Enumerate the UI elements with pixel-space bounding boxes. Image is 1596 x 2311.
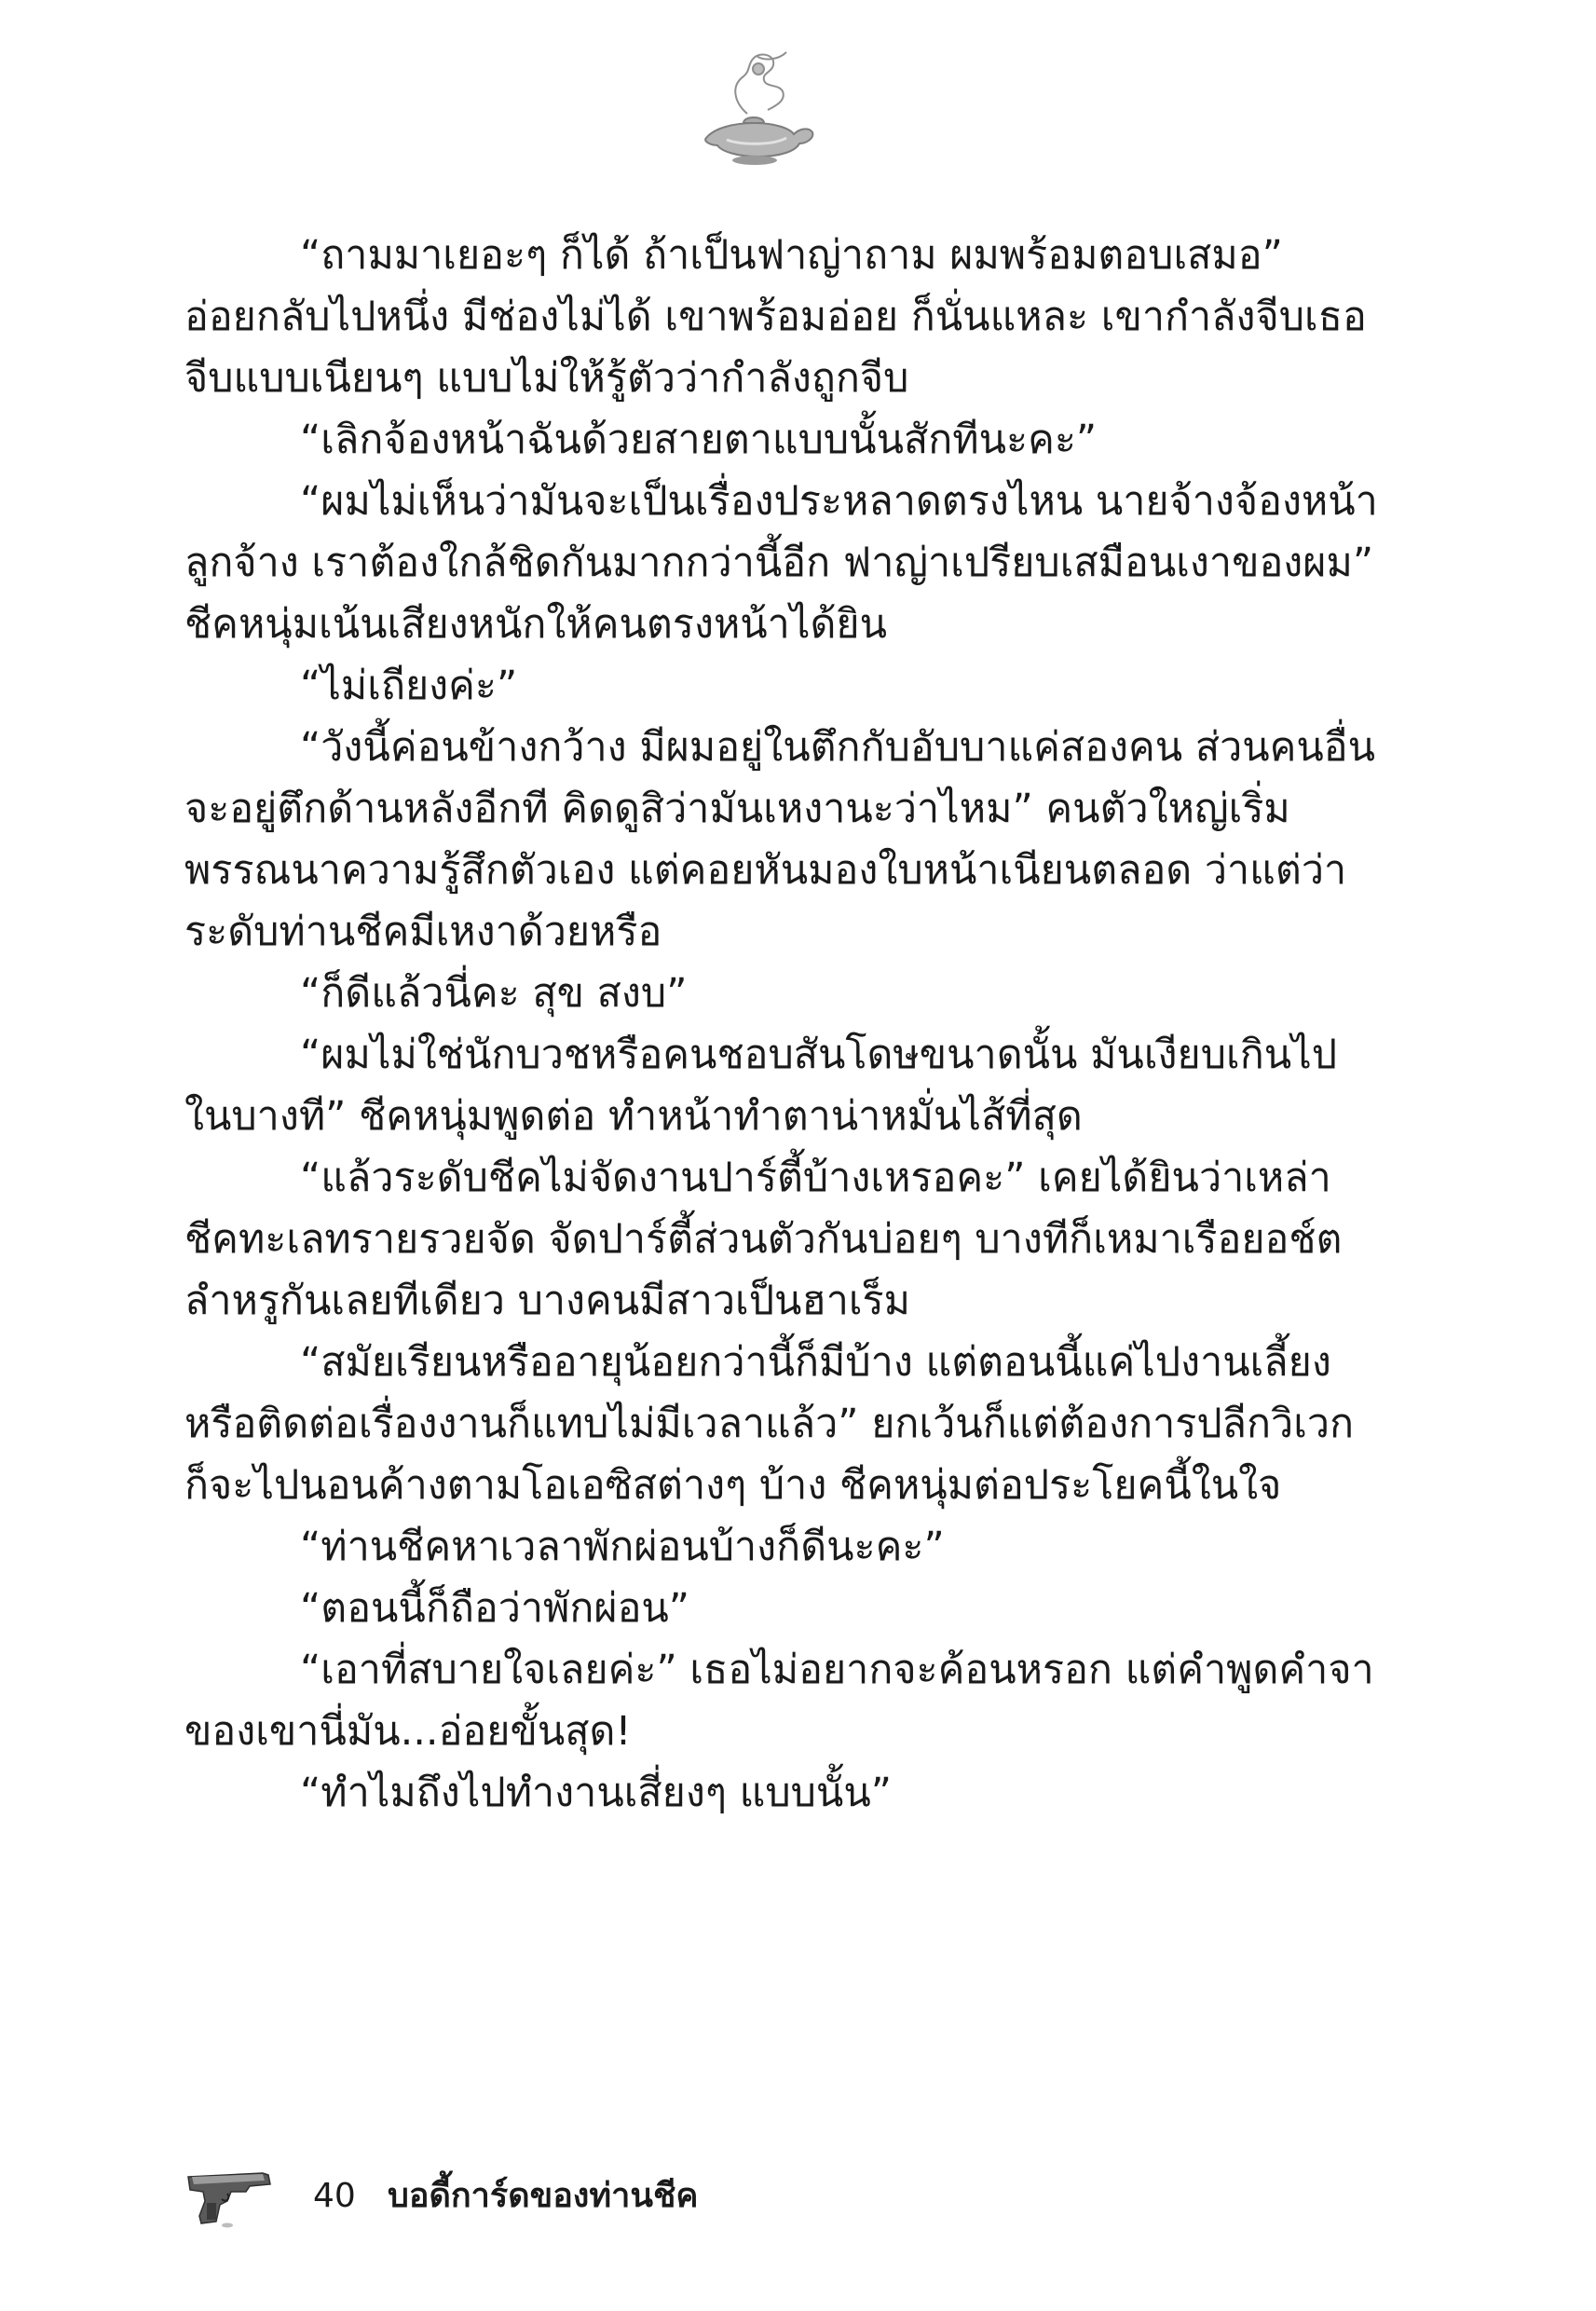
page-footer bbox=[184, 2164, 930, 2229]
text-line: ในบางที” ชีคหนุ่มพูดต่อ ทำหน้าทำตาน่าหมั่นไส้ที่สุด bbox=[184, 1093, 1083, 1140]
text-line: จีบแบบเนียนๆ แบบไม่ให้รู้ตัวว่ากำลังถูกจีบ bbox=[184, 355, 909, 402]
text-line: ลำหรูกันเลยทีเดียว บางคนมีสาวเป็นฮาเร็ม bbox=[184, 1278, 910, 1324]
text-line: ลูกจ้าง เราต้องใกล้ชิดกันมากกว่านี้อีก ฟาญ่าเปรียบเสมือนเงาของผม” bbox=[184, 540, 1374, 586]
text-line: ก็จะไปนอนค้างตามโอเอซิสต่างๆ บ้าง ชีคหนุ่มต่อประโยคนี้ในใจ bbox=[184, 1462, 1282, 1509]
text-line: พรรณนาความรู้สึกตัวเอง แต่คอยหันมองใบหน้าเนียนตลอด ว่าแต่ว่า bbox=[184, 847, 1347, 894]
text-line: ของเขานี่มัน...อ่อยขั้นสุด! bbox=[184, 1708, 632, 1755]
text-line: “ก็ดีแล้วนี่คะ สุข สงบ” bbox=[300, 970, 688, 1017]
text-line: “เลิกจ้องหน้าฉันด้วยสายตาแบบนั้นสักทีนะคะ” bbox=[300, 417, 1098, 463]
text-line: หรือติดต่อเรื่องงานก็แทบไม่มีเวลาแล้ว” ยกเว้นก็แต่ต้องการปลีกวิเวก bbox=[184, 1401, 1355, 1447]
text-line: “ทำไมถึงไปทำงานเสี่ยงๆ แบบนั้น” bbox=[300, 1770, 892, 1816]
text-line: “สมัยเรียนหรืออายุน้อยกว่านี้ก็มีบ้าง แต่ตอนนี้แค่ไปงานเลี้ยง bbox=[300, 1339, 1331, 1386]
page-number: 40 bbox=[313, 2177, 356, 2215]
text-line: “ผมไม่ใช่นักบวชหรือคนชอบสันโดษขนาดนั้น มันเงียบเกินไป bbox=[300, 1032, 1338, 1078]
text-line: ชีคทะเลทรายรวยจัด จัดปาร์ตี้ส่วนตัวกันบ่อยๆ บางทีก็เหมาเรือยอช์ต bbox=[184, 1216, 1343, 1263]
lamp-genie-icon bbox=[689, 48, 820, 170]
text-line: “ถามมาเยอะๆ ก็ได้ ถ้าเป็นฟาญ่าถาม ผมพร้อมตอบเสมอ” bbox=[300, 232, 1283, 279]
text-line: “แล้วระดับชีคไม่จัดงานปาร์ตี้บ้างเหรอคะ” เคยได้ยินว่าเหล่า bbox=[300, 1155, 1331, 1201]
text-line: อ่อยกลับไปหนึ่ง มีช่องไม่ได้ เขาพร้อมอ่อย ก็นั่นแหละ เขากำลังจีบเธอ bbox=[184, 294, 1367, 340]
book-title: บอดี้การ์ดของท่านชีค bbox=[388, 2177, 699, 2215]
text-line: “ตอนนี้ก็ถือว่าพักผ่อน” bbox=[300, 1585, 690, 1632]
text-line: “วังนี้ค่อนข้างกว้าง มีผมอยู่ในตึกกับอับบาแค่สองคน ส่วนคนอื่น bbox=[300, 724, 1376, 771]
text-line: ระดับท่านชีคมีเหงาด้วยหรือ bbox=[184, 909, 662, 955]
text-line: “ท่านชีคหาเวลาพักผ่อนบ้างก็ดีนะคะ” bbox=[300, 1524, 945, 1570]
text-line: จะอยู่ตึกด้านหลังอีกที คิดดูสิว่ามันเหงานะว่าไหม” คนตัวใหญ่เริ่ม bbox=[184, 786, 1290, 832]
pistol-icon bbox=[184, 2164, 276, 2229]
text-line: “เอาที่สบายใจเลยค่ะ” เธอไม่อยากจะค้อนหรอก แต่คำพูดคำจา bbox=[300, 1647, 1374, 1693]
text-line: “ไม่เถียงค่ะ” bbox=[300, 663, 518, 709]
text-line: “ผมไม่เห็นว่ามันจะเป็นเรื่องประหลาดตรงไหน นายจ้างจ้องหน้า bbox=[300, 478, 1378, 525]
text-line: ชีคหนุ่มเน้นเสียงหนักให้คนตรงหน้าได้ยิน bbox=[184, 601, 887, 648]
